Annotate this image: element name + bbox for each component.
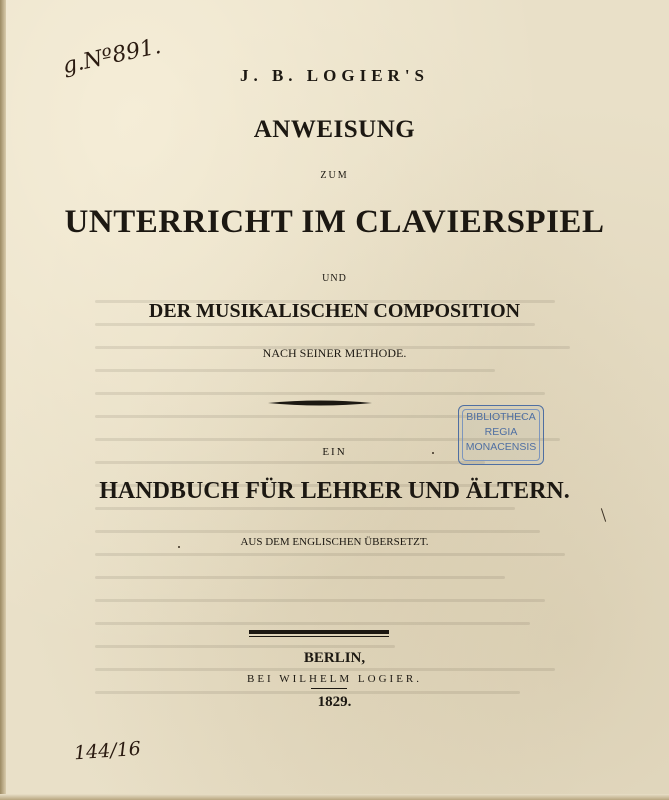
handwritten-inventory-number: 144/16 bbox=[73, 737, 142, 765]
stamp-line-2: REGIA bbox=[484, 426, 518, 438]
double-rule-thick bbox=[249, 630, 389, 634]
method-line: NACH SEINER METHODE. bbox=[262, 346, 407, 360]
title-zum: ZUM bbox=[320, 170, 349, 181]
main-title: UNTERRICHT IM CLAVIERSPIEL bbox=[64, 204, 605, 240]
handwritten-shelfmark: g.Nº891. bbox=[60, 33, 164, 80]
imprint-year: 1829. bbox=[317, 694, 352, 710]
imprint-publisher: BEI WILHELM LOGIER. bbox=[246, 673, 423, 685]
ink-speck bbox=[178, 546, 180, 548]
page-bottom-edge bbox=[0, 794, 669, 800]
author-line: J. B. LOGIER'S bbox=[239, 66, 430, 85]
imprint-place: BERLIN, bbox=[303, 650, 366, 666]
double-rule-thin bbox=[249, 636, 389, 637]
pencil-mark bbox=[601, 508, 606, 522]
imprint-rule bbox=[311, 688, 347, 689]
subtitle: DER MUSIKALISCHEN COMPOSITION bbox=[148, 300, 521, 322]
handbook-title: HANDBUCH FÜR LEHRER UND ÄLTERN. bbox=[99, 478, 570, 504]
translation-note: AUS DEM ENGLISCHEN ÜBERSETZT. bbox=[240, 536, 429, 548]
title-anweisung: ANWEISUNG bbox=[253, 116, 416, 143]
title-und: UND bbox=[322, 273, 347, 284]
ink-speck bbox=[432, 452, 434, 454]
stamp-line-1: BIBLIOTHECA bbox=[466, 411, 536, 423]
ein-line: EIN bbox=[322, 446, 347, 458]
stamp-line-3: MONACENSIS bbox=[465, 441, 537, 453]
swelled-rule bbox=[268, 396, 372, 410]
